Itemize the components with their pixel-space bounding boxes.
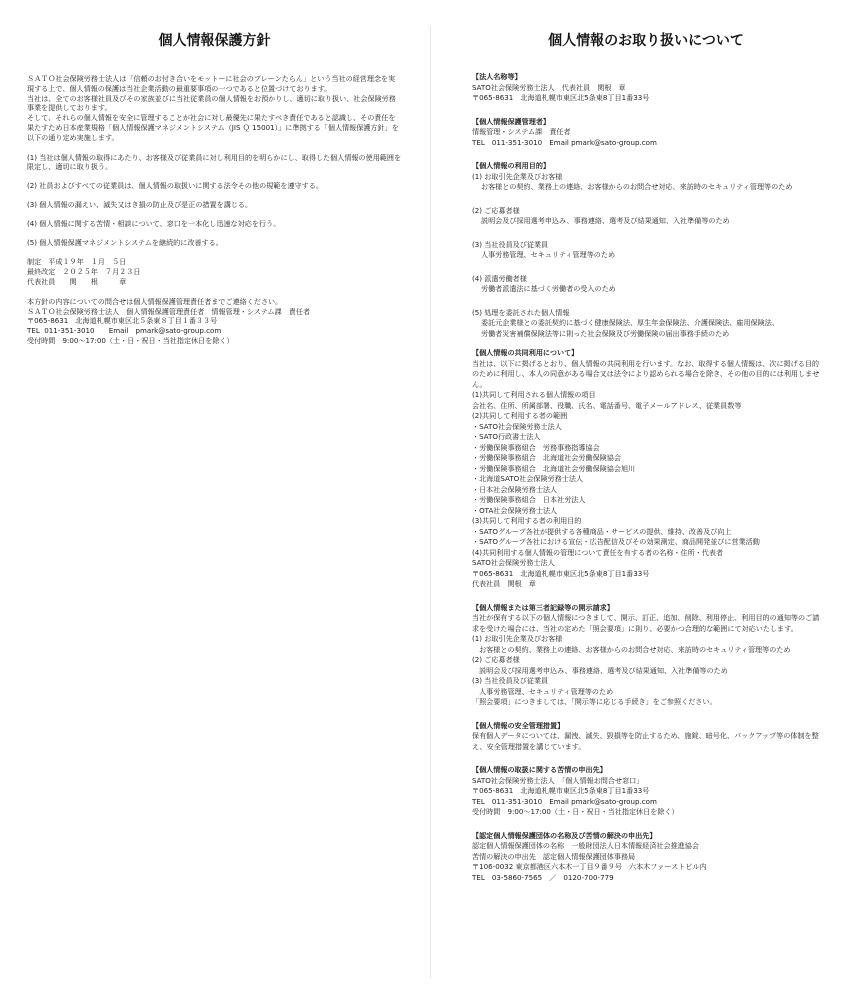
certified-line: 〒106-0032 東京都港区六本木一丁目９番９号 六本木ファーストビル内: [472, 862, 707, 871]
section-purpose: [472, 161, 820, 339]
purpose-desc: 説明会及び採用選考申込み、事務連絡、選考及び結果通知、入社準備等のため: [481, 216, 730, 225]
policy-items: [27, 153, 402, 248]
section-complaint: [472, 765, 820, 818]
policy-item: (2) 社員およびすべての従業員は、個人情報の取扱いに関する法令その他の規範を遵守する。: [27, 181, 323, 191]
intro-paragraph: そして、それらの個人情報を安全に管理することが社会に対し最優先に果たすべき責任であると認識し、その責任を果たすため日本産業規格「個人情報保護マネジメントシステム（JIS Ｑ 15001）」に準拠する「個人情報保護方針」を以下の通り定め実施します。: [27, 113, 399, 142]
joint-line: (3)共同して利用する者の利用目的: [472, 516, 582, 525]
intro-paragraph: ＳＡＴＯ社会保険労務士法人は「信頼のお付き合いをモットーに社会のブレーンたらん」という当社の経営理念を実現する上で、個人情報の保護は当社企業活動の最重要事項の一つであると位置づけております。: [27, 74, 396, 93]
purpose-label: (3) 当社役員及び従業員: [472, 239, 549, 249]
representative: 代表社員 関 根 章: [27, 276, 127, 286]
revised-date: 最終改定 ２０２５年 ７月２３日: [27, 267, 141, 277]
policy-contact: [27, 297, 402, 346]
complaint-line: 受付時間 9:00〜17:00（土・日・祝日・当社指定休日を除く）: [472, 807, 679, 816]
disclosure-line: お客様との契約、業務上の連絡、お客様からのお問合せ対応、来訪時のセキュリティ管理等のため: [472, 644, 791, 654]
joint-line: ・日本社会保険労務士法人: [472, 484, 558, 494]
privacy-policy-column: [27, 0, 402, 346]
disclosure-line: (1) お取引先企業及びお客様: [472, 634, 563, 643]
intro-paragraph: 当社は、全てのお客様社員及びその家族並びに当社従業員の個人情報をお預かりし、適切に取り扱い、社会保険労務事業を提供しております。: [27, 93, 396, 113]
joint-line: (1)共同して利用される個人情報の項目: [472, 390, 596, 399]
purpose-desc: 人事労務管理、セキュリティ管理等のため: [481, 250, 616, 259]
policy-item: (3) 個人情報の漏えい、滅失又はき損の防止及び是正の措置を講じる。: [27, 199, 253, 209]
personal-info-handling-column: [472, 0, 820, 883]
policy-item: (5) 個人情報保護マネジメントシステムを継続的に改善する。: [27, 237, 223, 247]
joint-line: (2)共同して利用する者の範囲: [472, 411, 568, 420]
complaint-line: SATO社会保険労務士法人 「個人情報お問合せ窓口」: [472, 775, 644, 785]
complaint-line: TEL 011-351-3010 Email pmark@sato-group.com: [472, 796, 657, 806]
policy-item: (1) 当社は個人情報の取得にあたり、お客様及び従業員に対し利用目的を明らかにし、取得した個人情報の使用範囲を限定し、適切に取り扱う。: [27, 152, 402, 172]
joint-line: 代表社員 関根 章: [472, 579, 536, 588]
contact-line: 〒065-8631 北海道札幌市東区北５条東８丁目１番３３号: [27, 316, 218, 326]
purpose-desc: 労働者災害補償保険法等に則った社会保険及び労働保険の届出事務手続のため: [481, 328, 730, 338]
section-company: [472, 72, 820, 104]
joint-line: ・SATO社会保険労務士法人: [472, 421, 562, 431]
purpose-desc: 労働者派遣法に基づく労働者の受入のため: [481, 284, 616, 293]
section-certified-body: [472, 831, 820, 884]
purpose-label: (5) 処理を委託された個人情報: [472, 307, 570, 317]
joint-line: (4)共同利用する個人情報の管理について責任を有する者の名称・住所・代表者: [472, 547, 724, 557]
joint-line: ・SATOグループ各社が提供する各種商品・サービスの提供、維持、改善及び向上: [472, 526, 732, 536]
disclosure-line: 人事労務管理、セキュリティ管理等のため: [472, 686, 614, 696]
handling-title: 個人情報のお取り扱いについて: [548, 33, 744, 49]
section-heading: 【個人情報の共同利用について】: [472, 348, 579, 357]
purpose-desc: お客様との契約、業務上の連絡、お客様からのお問合せ対応、来訪時のセキュリティ管理等のため: [481, 182, 793, 191]
privacy-policy-title: 個人情報保護方針: [158, 33, 271, 49]
established-date: 制定 平成１９年 １月 ５日: [27, 257, 127, 267]
contact-line: TEL 011-351-3010 Email pmark@sato-group.com: [27, 326, 222, 336]
disclosure-line: (2) ご応募者様: [472, 655, 520, 664]
purpose-label: (2) ご応募者様: [472, 205, 520, 215]
joint-line: ・北海道SATO社会保険労務士法人: [472, 474, 584, 483]
section-heading: 【個人情報または第三者記録等の開示請求】: [472, 602, 614, 612]
complaint-line: 〒065-8631 北海道札幌市東区北5条東8丁目1番33号: [472, 786, 650, 795]
policy-intro: [27, 74, 402, 143]
disclosure-line: 説明会及び採用選考申込み、事務連絡、選考及び結果通知、入社準備等のため: [472, 665, 728, 675]
section-heading: 【個人情報の取扱に関する苦情の申出先】: [472, 765, 607, 774]
section-joint-use: [472, 348, 820, 590]
section-manager: [472, 117, 820, 149]
section-disclosure: [472, 603, 820, 708]
section-heading: 【個人情報の利用目的】: [472, 161, 551, 170]
joint-line: 当社は、以下に掲げるとおり、個人情報の共同利用を行います。なお、取得する個人情報は、次に掲げる目的のために利用し、本人の同意がある場合又は法令により認められる場合を除き、その他の目的には利用しません。: [472, 358, 820, 389]
disclosure-line: 当社が保有する以下の個人情報につきまして、開示、訂正、追加、削除、利用停止、利用目的の通知等のご請求を受けた場合には、当社の定めた「照会要項」に則り、必要かつ合理的な範囲にて対応いたします。: [472, 613, 820, 633]
policy-dates: [27, 257, 402, 286]
contact-line: ＳＡＴＯ社会保険労務士法人 個人情報保護管理責任者 情報管理・システム課 責任者: [27, 306, 311, 316]
contact-line: 受付時間 9:00〜17:00（土・日・祝日・当社指定休日を除く）: [27, 335, 234, 345]
section-line: 〒065-8631 北海道札幌市東区北5条東8丁目1番33号: [472, 93, 650, 102]
section-security: [472, 721, 820, 753]
joint-line: ・OTA社会保険労務士法人: [472, 505, 558, 515]
contact-line: 本方針の内容についての問合せは個人情報保護管理責任者までご連絡ください。: [27, 296, 283, 306]
joint-line: ・SATOグループ各社における宣伝・広告配信及びその効果測定、商品開発並びに営業活動: [472, 537, 760, 546]
disclosure-line: (3) 当社役員及び従業員: [472, 676, 549, 685]
joint-line: 会社名、住所、所属部署、役職、氏名、電話番号、電子メールアドレス、従業員数等: [472, 400, 742, 410]
joint-line: SATO社会保険労務士法人: [472, 558, 555, 567]
security-line: 保有個人データについては、漏洩、滅失、毀損等を防止するため、施錠、暗号化、バックアップ等の体制を整え、安全管理措置を講じています。: [472, 731, 819, 751]
joint-line: 〒065-8631 北海道札幌市東区北5条東8丁目1番33号: [472, 568, 650, 578]
section-line: 情報管理・システム課 責任者: [472, 127, 571, 136]
certified-line: 認定個人情報保護団体の名称 一般財団法人日本情報経済社会推進協会: [472, 841, 699, 850]
joint-line: ・労働保険事務組合 北海道社会労働保険協会旭川: [472, 463, 636, 473]
joint-line: ・労働保険事務組合 労務事務指導協会: [472, 442, 600, 452]
purpose-label: (1) お取引先企業及びお客様: [472, 171, 563, 181]
disclosure-line: 「照会要項」につきましては、「開示等に応じる手続き」をご参照ください。: [472, 697, 717, 706]
section-line: TEL 011-351-3010 Email pmark@sato-group.com: [472, 137, 657, 147]
policy-item: (4) 個人情報に関する苦情・相談について、窓口を一本化し迅速な対応を行う。: [27, 218, 281, 228]
certified-line: 苦情の解決の申出先 認定個人情報保護団体事務局: [472, 851, 636, 861]
section-heading: 【認定個人情報保護団体の名称及び苦情の解決の申出先】: [472, 830, 657, 840]
section-heading: 【個人情報の安全管理措置】: [472, 720, 565, 730]
purpose-desc: 委託元企業様との委託契約に基づく健康保険法、厚生年金保険法、介護保険法、雇用保険法、: [481, 318, 779, 327]
purpose-label: (4) 派遣労働者様: [472, 273, 527, 283]
joint-line: ・労働保険事務組合 北海道社会労働保険協会: [472, 453, 621, 462]
certified-line: TEL 03-5860-7565 ／ 0120-700-779: [472, 872, 614, 882]
section-heading: 【法人名称等】: [472, 72, 522, 81]
column-divider: [430, 26, 431, 978]
joint-line: ・SATO行政書士法人: [472, 432, 541, 441]
section-heading: 【個人情報保護管理者】: [472, 116, 551, 126]
section-line: SATO社会保険労務士法人 代表社員 関根 章: [472, 82, 626, 92]
joint-line: ・労働保険事務組合 日本社労法人: [472, 495, 586, 504]
